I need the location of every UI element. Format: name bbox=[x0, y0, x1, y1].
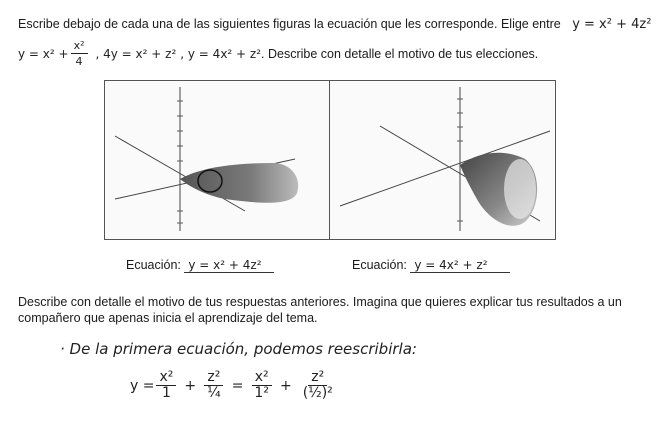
paraboloid-figure-1 bbox=[105, 81, 330, 239]
term-4-den: (½)² bbox=[302, 385, 333, 401]
plus-sign: + bbox=[279, 377, 292, 394]
figure-1-panel bbox=[104, 80, 331, 240]
term-4-num: z² bbox=[308, 370, 327, 386]
handwritten-equation bbox=[130, 370, 338, 401]
handwritten-sentence: · De la primera ecuación, podemos reescribirla: bbox=[60, 340, 417, 358]
question-line-1: Describe con detalle el motivo de tus respuestas anteriores. Imagina que quieres explicar tus resultados a un bbox=[18, 295, 622, 309]
fraction-numerator: x² bbox=[71, 38, 88, 54]
figure-2-panel bbox=[329, 80, 556, 240]
fraction-denominator: 4 bbox=[75, 55, 83, 68]
figure-2-answer bbox=[352, 258, 510, 273]
term-1-num: x² bbox=[156, 370, 176, 386]
question-line-2: compañero que apenas inicia el aprendizaje del tema. bbox=[18, 311, 318, 325]
term-2-den: ¼ bbox=[207, 385, 221, 401]
option-equation-4: , y = 4x² + z² bbox=[180, 46, 262, 61]
instructions-tail: . Describe con detalle el motivo de tus elecciones. bbox=[261, 46, 539, 61]
option-equation-3: , 4y = x² + z² bbox=[95, 46, 177, 61]
term-3 bbox=[251, 370, 272, 401]
term-3-den: 1² bbox=[254, 385, 269, 401]
option-equation-1: y = x² + 4z² bbox=[572, 17, 652, 32]
figure-1-answer bbox=[126, 258, 274, 273]
option-equation-2: y = x² + bbox=[18, 46, 69, 61]
equation-lhs: y = bbox=[130, 377, 155, 394]
option-equation-2-fraction bbox=[71, 38, 88, 69]
instructions-line-1 bbox=[18, 16, 651, 33]
plus-sign: + bbox=[184, 377, 197, 394]
term-1-den: 1 bbox=[161, 385, 171, 401]
equation-label-2: Ecuación: bbox=[352, 258, 407, 272]
term-2-num: z² bbox=[204, 370, 223, 386]
equation-label-1: Ecuación: bbox=[126, 258, 181, 272]
term-4 bbox=[300, 370, 336, 401]
paraboloid-opening bbox=[504, 159, 536, 219]
equals-sign: = bbox=[231, 377, 244, 394]
equation-answer-1: y = x² + 4z² bbox=[184, 258, 274, 273]
term-2 bbox=[204, 370, 224, 401]
paraboloid-figure-2 bbox=[330, 81, 555, 239]
term-1 bbox=[156, 370, 176, 401]
term-3-num: x² bbox=[252, 370, 272, 386]
instructions-text: Escribe debajo de cada una de las siguientes figuras la ecuación que les corresponde. Elige entre bbox=[18, 17, 561, 31]
equation-answer-2: y = 4x² + z² bbox=[410, 258, 510, 273]
instructions-line-2 bbox=[18, 38, 538, 69]
